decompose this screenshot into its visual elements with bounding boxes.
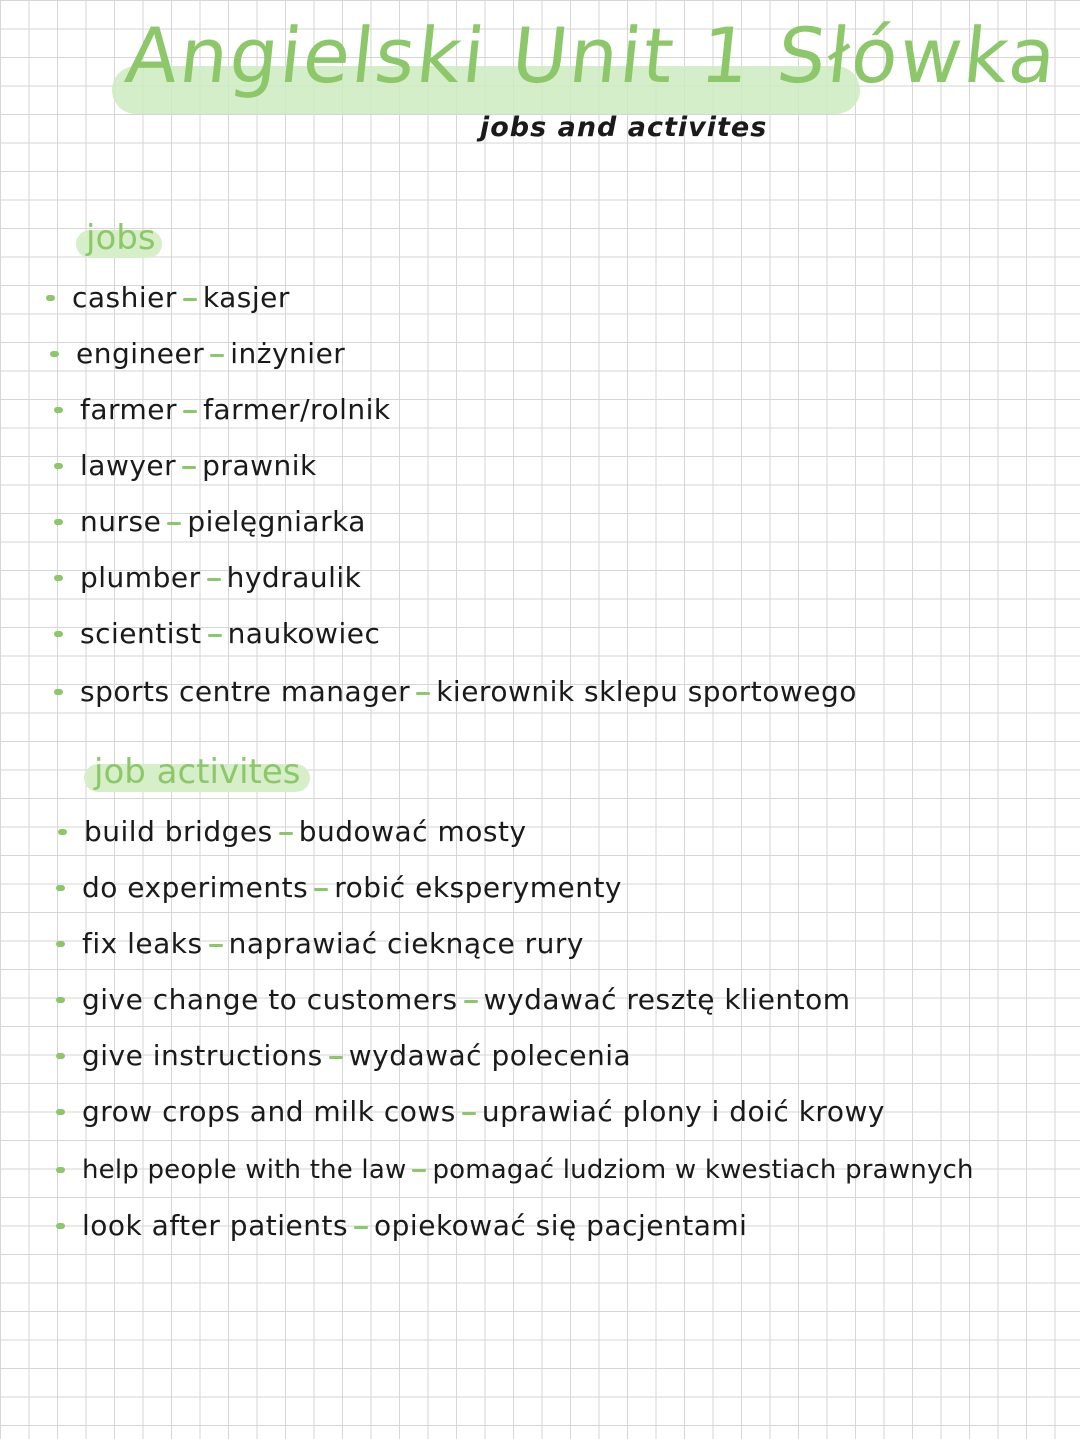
list-item [82,924,584,964]
section-heading-activities [94,752,300,792]
list-item [80,558,361,598]
dash-icon [183,298,197,301]
term-pl: budować mosty [298,815,527,848]
bullet-icon [54,463,63,469]
dash-icon [412,1169,426,1172]
term-pl: wydawać resztę klientom [483,983,851,1016]
bullet-icon [56,1109,65,1115]
bullet-icon [54,407,63,413]
term-en: give change to customers [82,983,458,1016]
list-item [84,812,527,852]
dash-icon [416,692,430,695]
dash-icon [210,354,224,357]
term-pl: opiekować się pacjentami [374,1209,748,1242]
term-pl: uprawiać plony i doić krowy [481,1095,885,1128]
term-pl: wydawać polecenia [348,1039,632,1072]
bullet-icon [56,1053,65,1059]
list-item [82,980,851,1020]
dash-icon [354,1226,368,1229]
term-pl: naprawiać cieknące rury [228,927,584,960]
dash-icon [207,578,221,581]
dash-icon [279,832,293,835]
bullet-icon [58,829,67,835]
term-pl: naukowiec [227,617,381,650]
bullet-icon [46,295,55,301]
term-en: build bridges [84,815,273,848]
term-en: look after patients [82,1209,349,1242]
bullet-icon [56,1223,65,1229]
list-item [80,502,366,542]
page-title: Angielski Unit 1 Słówka [121,11,1063,100]
dash-icon [314,888,328,891]
section-heading-jobs [86,218,156,258]
term-pl: farmer/rolnik [203,393,391,426]
dash-icon [208,634,222,637]
term-pl: kierownik sklepu sportowego [436,675,857,708]
term-pl: robić eksperymenty [334,871,623,904]
term-en: engineer [76,337,205,370]
bullet-icon [56,997,65,1003]
dash-icon [182,466,196,469]
bullet-icon [54,689,63,695]
section-heading-label: job activites [94,752,301,792]
list-item [80,672,857,712]
dash-icon [183,410,197,413]
list-item [80,446,317,486]
list-item [80,390,391,430]
dash-icon [167,522,181,525]
bullet-icon [56,885,65,891]
list-item [72,278,290,318]
term-en: give instructions [82,1039,323,1072]
term-pl: pielęgniarka [187,505,366,538]
term-en: plumber [80,561,201,594]
term-pl: pomagać ludziom w kwestiach prawnych [432,1155,974,1185]
bullet-icon [50,351,59,357]
section-heading-label: jobs [86,218,156,258]
bullet-icon [54,631,63,637]
list-item [82,868,622,908]
term-en: do experiments [82,871,309,904]
term-en: fix leaks [82,927,203,960]
term-en: nurse [80,505,162,538]
term-pl: inżynier [230,337,346,370]
list-item [82,1150,974,1190]
bullet-icon [56,1167,65,1173]
term-pl: prawnik [202,449,317,482]
list-item [82,1036,631,1076]
bullet-icon [54,519,63,525]
term-en: help people with the law [82,1155,407,1185]
list-item [80,614,380,654]
dash-icon [462,1112,476,1115]
bullet-icon [54,575,63,581]
bullet-icon [56,941,65,947]
term-en: grow crops and milk cows [82,1095,456,1128]
term-en: cashier [72,281,177,314]
dash-icon [464,1000,478,1003]
term-pl: hydraulik [226,561,362,594]
dash-icon [329,1056,343,1059]
term-en: farmer [80,393,178,426]
page-subtitle: jobs and activites [480,112,768,143]
list-item [82,1092,885,1132]
term-en: sports centre manager [80,675,411,708]
term-en: lawyer [80,449,177,482]
dash-icon [209,944,223,947]
term-en: scientist [80,617,202,650]
term-pl: kasjer [202,281,290,314]
list-item [76,334,345,374]
list-item [82,1206,747,1246]
